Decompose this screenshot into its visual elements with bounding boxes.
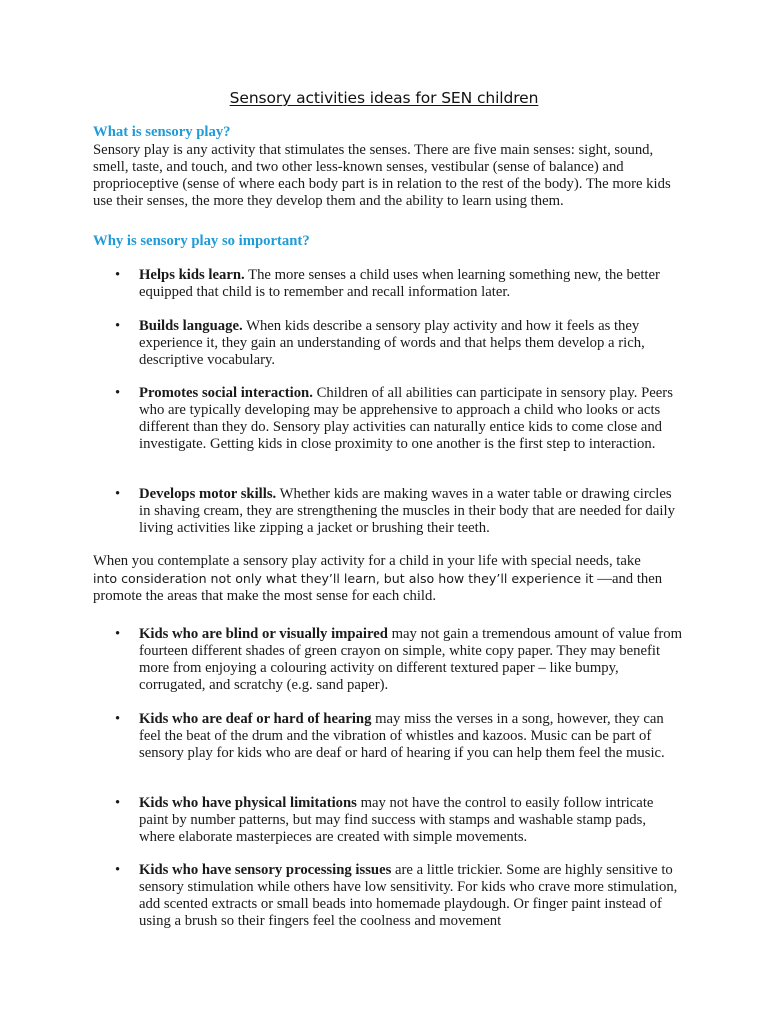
list-item-text — [139, 795, 685, 846]
list-item-lead: Kids who are blind or visually impaired — [139, 626, 388, 642]
list-item-lead: Promotes social interaction. — [139, 385, 313, 401]
list-item-text — [139, 626, 685, 694]
contemplate-line-2 — [93, 570, 693, 588]
bullet-marker: • — [115, 267, 121, 283]
bullet-marker: • — [115, 862, 121, 878]
list-item-body: The more senses a child uses when learning something new, the better equipped that child is to remember and recall information later. — [139, 267, 660, 300]
list-item-body: are a little trickier. Some are highly sensitive to sensory stimulation while others have low sensitivity. For kids who crave more stimulation, add scented extracts or small beads into homemade playdough. Or finger paint instead of using a brush so their fingers feel the coolness and movement — [139, 862, 678, 929]
bullet-marker: • — [115, 795, 121, 811]
heading-what-is-sensory-play: What is sensory play? — [93, 124, 231, 140]
document-title: Sensory activities ideas for SEN children — [229, 89, 539, 107]
bullet-marker: • — [115, 711, 121, 727]
list-item-lead: Develops motor skills. — [139, 486, 277, 502]
list-item-text — [139, 318, 685, 369]
contemplate-line-2-tail: —and then — [593, 571, 663, 587]
list-item-text — [139, 267, 685, 301]
list-item-body: Children of all abilities can participate in sensory play. Peers who are typically developing may be apprehensive to approach a child who looks or acts different than they do. Sensory play activities can naturally entice kids to come close and investigate. Getting kids in close proximity to one another is the first step to interaction. — [139, 385, 673, 452]
list-item-body: may miss the verses in a song, however, they can feel the beat of the drum and the vibration of whistles and kazoos. Music can be part of sensory play for kids who are deaf or hard of hearing if you can help them feel the music. — [139, 711, 665, 761]
list-item-body: Whether kids are making waves in a water table or drawing circles in shaving cream, they are strengthening the muscles in their body that are needed for daily living activities like zipping a jacket or brushing their teeth. — [139, 486, 675, 536]
list-item-lead: Kids who have physical limitations — [139, 795, 357, 811]
list-item-lead: Builds language. — [139, 318, 243, 334]
bullet-marker: • — [115, 626, 121, 642]
list-item-text — [139, 711, 685, 762]
list-item-body: may not gain a tremendous amount of value from fourteen different shades of green crayon on simple, white copy paper. They may benefit more from enjoying a colouring activity on different textured paper – like bumpy, corrugated, and scratchy (e.g. sand paper). — [139, 626, 683, 693]
list-item-lead: Kids who have sensory processing issues — [139, 862, 392, 878]
paragraph-contemplate — [93, 553, 693, 605]
list-item-body: may not have the control to easily follow intricate paint by number patterns, but may find success with stamps and washable stamp pads, where elaborate masterpieces are created with simple movements. — [139, 795, 654, 845]
contemplate-line-3: promote the areas that make the most sense for each child. — [93, 588, 436, 604]
paragraph-sensory-play-definition: Sensory play is any activity that stimulates the senses. There are five main senses: sight, sound, smell, taste, and touch, and two other less-known senses, vestibular (sense of balance) and proprioceptive (sense of where each body part is in relation to the rest of the body). The more kids use their senses, the more they develop them and the ability to learn using them. — [93, 142, 671, 209]
contemplate-line-2-text: into consideration not only what they’ll learn, but also how they’ll experience it — [93, 571, 594, 586]
bullet-marker: • — [115, 318, 121, 334]
list-item-text — [139, 862, 685, 930]
contemplate-line-1: When you contemplate a sensory play activity for a child in your life with special needs, take — [93, 553, 641, 569]
heading-why-important: Why is sensory play so important? — [93, 233, 310, 249]
list-item-text — [139, 385, 685, 453]
bullet-marker: • — [115, 385, 121, 401]
list-item-text — [139, 486, 685, 537]
list-item-body: When kids describe a sensory play activity and how it feels as they experience it, they gain an understanding of words and that helps them develop a rich, descriptive vocabulary. — [139, 318, 645, 368]
list-item-lead: Helps kids learn. — [139, 267, 245, 283]
bullet-marker: • — [115, 486, 121, 502]
list-item-lead: Kids who are deaf or hard of hearing — [139, 711, 372, 727]
